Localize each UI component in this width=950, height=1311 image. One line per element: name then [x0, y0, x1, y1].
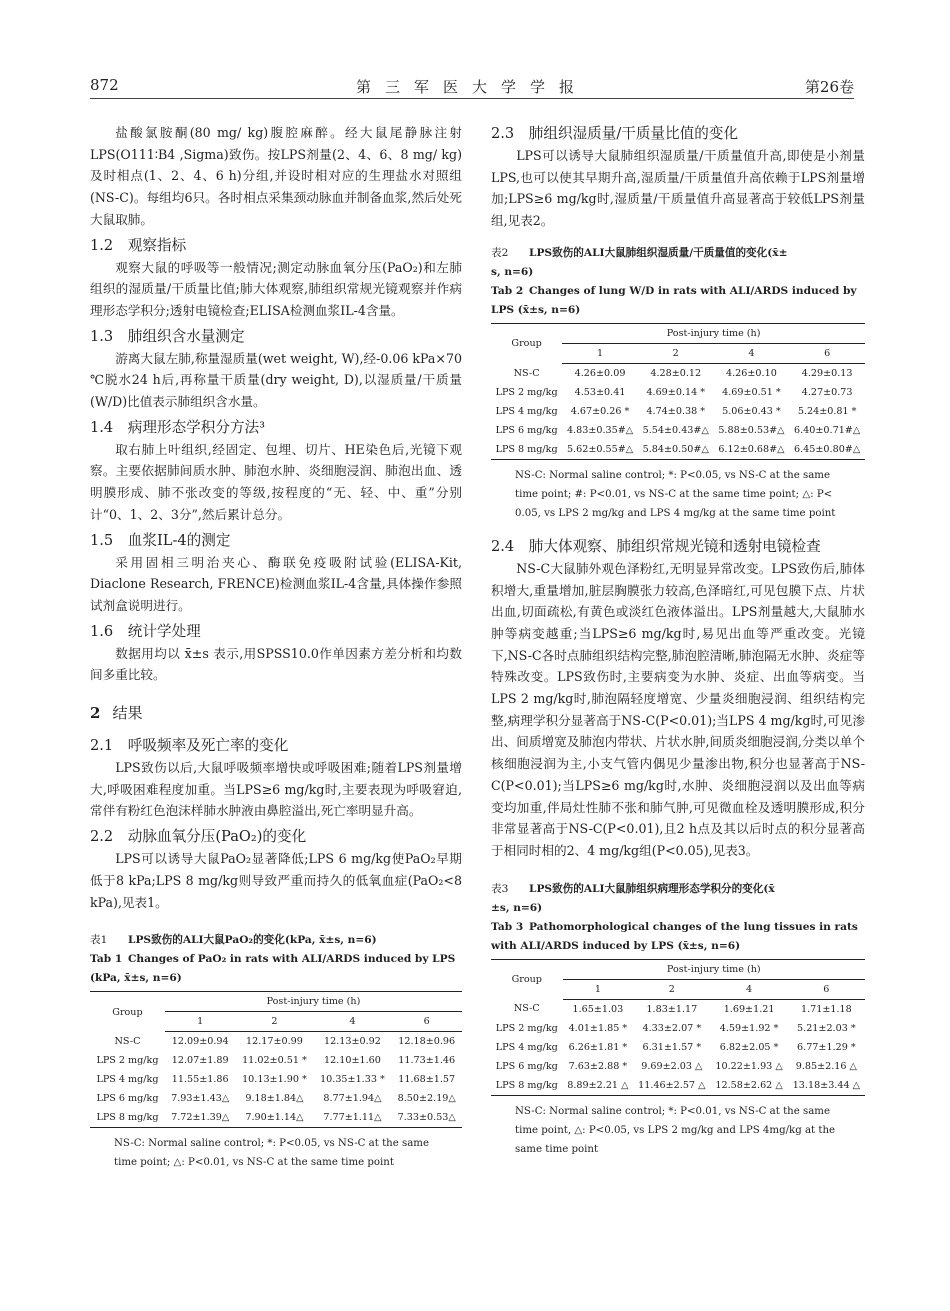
table-row	[491, 421, 865, 440]
value-cell: 4.74±0.38 *	[646, 405, 706, 417]
value-cell: 6.40±0.71#△	[794, 424, 861, 436]
gross-observation-paragraph: NS-C大鼠肺外观色泽粉红,无明显异常改变。LPS致伤后,肺体积增大,重量增加,脏层胸膜张力较高,色泽暗红,可见包膜下点、片状出血,切面疏松,有黄色或淡红色液体溢出。LPS剂量越大,大鼠肺水肿等病变越重;当LPS≥6 mg/kg时,易见出血等严重改变。光镜下,NS-C各时点肺组织结构完整,肺泡腔清晰,肺泡隔无水肿、炎症等特殊改变。LPS致伤时,主要病变为水肿、炎症、出血等病变。当LPS 2 mg/kg时,肺泡隔轻度增宽、少量炎细胞浸润、组织结构完整,病理学积分显著高于NS-C(P<0.01);当LPS 4 mg/kg时,可见渗出、间质增宽及肺泡内带状、片状水肿,间质炎细胞浸润,分类以单个核细胞浸润为主,小支气管内偶见少量渗出物,积分也显著高于NS-C(P<0.01);当LPS≥6 mg/kg时,水肿、炎细胞浸润以及出血等病变均加重,伴局灶性肺不张和肺气肿,可见微血栓及透明膜形成,积分非常显著高于NS-C(P<0.01),且2 h点及其以后时点的积分显著高于相同时相的2、4 mg/kg组(P<0.05),见表3。	[491, 560, 865, 858]
group-header: Group	[90, 992, 165, 1032]
value-cell: 11.02±0.51 *	[242, 1055, 307, 1067]
value-cell: 7.93±1.43△	[171, 1093, 230, 1105]
table-2-caption-cn-2: s, n=6)	[491, 265, 534, 278]
table-2-note: NS-C: Normal saline control; *: P<0.05, vs NS-C at the same time point; #: P<0.01, vs NS-C at the same time point; △: P< 0.05, vs LPS 2 mg/kg and LPS 4 mg/kg at the same time point	[515, 469, 836, 519]
value-cell: 6.45±0.80#△	[789, 440, 865, 460]
table-row	[90, 1032, 462, 1052]
value-cell: 4.33±2.07 *	[642, 1022, 702, 1034]
value-cell: 4.53±0.41	[574, 386, 626, 398]
value-cell: 1.69±1.21	[723, 1003, 775, 1015]
value-cell: 10.13±1.90 *	[242, 1074, 307, 1086]
value-cell: 4.29±0.13	[801, 367, 853, 379]
table-3-caption-en: Tab 3 Pathomorphological changes of the lung tissues in rats	[491, 920, 858, 933]
table-3-note: NS-C: Normal saline control; *: P<0.01, vs NS-C at the same time point, △: P<0.05, vs LPS 2 mg/kg and LPS 4mg/kg at the same time point	[515, 1105, 836, 1155]
value-cell: 4.69±0.51 *	[722, 386, 781, 398]
value-cell: 6.82±2.05 *	[719, 1041, 779, 1053]
value-cell: 4.83±0.35#△	[566, 424, 634, 436]
pathology-paragraph: 取右肺上叶组织,经固定、包埋、切片、HE染色后,光镜下观察。主要依据肺间质水肿、肺泡水肿、炎细胞浸润、肺泡出血、透明膜形成、肺不张改变的等级,按程度的“无、轻、中、重”分别计“0、1、2、3分”,然后累计总分。	[90, 441, 462, 522]
value-cell: 12.07±1.89	[171, 1055, 229, 1067]
group-cell: LPS 4 mg/kg	[495, 1041, 558, 1053]
group-cell: LPS 4 mg/kg	[96, 1074, 159, 1086]
value-cell: 5.62±0.55#△	[562, 440, 638, 460]
section-heading-1-6: 1.6 统计学处理	[90, 622, 201, 640]
value-cell: 1.83±1.17	[646, 1003, 698, 1015]
value-cell: 5.21±2.03 *	[797, 1022, 856, 1034]
section-heading-1-5: 1.5 血浆IL-4的测定	[90, 531, 231, 549]
value-cell: 4.01±1.85 *	[568, 1022, 628, 1034]
table-3-caption-cn-2: ±s, n=6)	[491, 901, 543, 914]
group-cell: LPS 2 mg/kg	[96, 1055, 159, 1067]
page-header	[90, 76, 854, 99]
value-cell: 12.58±2.62 △	[710, 1076, 787, 1096]
table-2-caption-en-2: LPS (x̄±s, n=6)	[491, 303, 581, 316]
value-cell: 8.89±2.21 △	[563, 1076, 634, 1096]
table-2-grid: Group Post-injury time (h) 1 2 4 6 NS-C 4.26±0.09 4.28±0.12 4.26±0.10 4.29±0.13 LPS 2 mg/kg 4.53±0.41 4.69±0.14 * 4.69±0.51 * 4.27±0.73 LPS 4 mg/kg 4.67±0.26 * 4.74±0.38 * 5.06±0.43 * 5.24±0.81 * LPS 6 mg/kg 4.83±0.35#△ 5.54±0.43#△ 5.88±0.53#△ 6.40±0.71#△ LPS 8 mg/kg 5.62±0.55#△ 5.84±0.50#△ 6.12±0.68#△ 6.45±0.80#△	[491, 323, 865, 460]
value-cell: 9.85±2.16 △	[795, 1060, 857, 1072]
observation-paragraph: 观察大鼠的呼吸等一般情况;测定动脉血氧分压(PaO₂)和左肺组织的湿质量/干质量比值;肺大体观察,肺组织常规光镜观察并作病理形态学积分;透射电镜检查;ELISA检测血浆IL-4含量。	[90, 259, 462, 318]
value-cell: 12.18±0.96	[398, 1036, 456, 1048]
table-row	[491, 440, 865, 460]
group-cell: LPS 8 mg/kg	[491, 1076, 563, 1096]
group-cell: NS-C	[513, 367, 540, 379]
value-cell: 12.17±0.99	[246, 1036, 303, 1048]
table-3	[491, 880, 865, 1159]
value-cell: 5.88±0.53#△	[718, 424, 785, 436]
table-1-grid: Group Post-injury time (h) 1 2 4 6 NS-C 12.09±0.94 12.17±0.99 12.13±0.92 12.18±0.96 LPS 2 mg/kg 12.07±1.89 11.02±0.51 * 12.10±1.60 11.73±1.46 LPS 4 mg/kg 11.55±1.86 10.13±1.90 * 10.35±1.33 * 11.68±1.57 LPS 6 mg/kg 7.93±1.43△ 9.18±1.84△ 8.77±1.94△ 8.50±2.19△ LPS 8 mg/kg 7.72±1.39△ 7.90±1.14△ 7.77±1.11△ 7.33±0.53△	[90, 991, 462, 1128]
section-title: 结果	[112, 704, 143, 723]
table-2	[491, 244, 865, 523]
water-content-paragraph: 游离大鼠左肺,称量湿质量(wet weight, W),经-0.06 kPa×70 ℃脱水24 h后,再称量干质量(dry weight, D),以湿质量/干质量(W/D)比值表示肺组织含水量。	[90, 350, 462, 410]
value-cell: 1.65±1.03	[572, 1003, 624, 1015]
table-1-note: NS-C: Normal saline control; *: P<0.05, vs NS-C at the same time point; △: P<0.01, vs NS-C at the same time point	[114, 1138, 429, 1169]
value-cell: 9.69±2.03 △	[641, 1060, 703, 1072]
value-cell: 7.77±1.11△	[313, 1108, 391, 1128]
table-row	[491, 1038, 865, 1057]
table-row	[90, 1089, 462, 1108]
value-cell: 5.24±0.81 *	[797, 405, 857, 417]
table-2-caption-en: Tab 2 Changes of lung W/D in rats with ALI/ARDS induced by	[491, 284, 857, 297]
value-cell: 6.26±1.81 *	[568, 1041, 628, 1053]
section-heading-1-3: 1.3 肺组织含水量测定	[90, 327, 245, 345]
value-cell: 9.18±1.84△	[245, 1093, 304, 1105]
value-cell: 10.35±1.33 *	[320, 1074, 385, 1086]
group-cell: LPS 6 mg/kg	[495, 1060, 558, 1072]
value-cell: 7.72±1.39△	[165, 1108, 236, 1128]
table-3-grid: Group Post-injury time (h) 1 2 4 6 NS-C 1.65±1.03 1.83±1.17 1.69±1.21 1.71±1.18 LPS 2 mg/kg 4.01±1.85 * 4.33±2.07 * 4.59±1.92 * 5.21±2.03 * LPS 4 mg/kg 6.26±1.81 * 6.31±1.57 * 6.82±2.05 * 6.77±1.29 * LPS 6 mg/kg 7.63±2.88 * 9.69±2.03 △ 10.22±1.93 △ 9.85±2.16 △ LPS 8 mg/kg 8.89±2.21 △ 11.46±2.57 △ 12.58±2.62 △ 13.18±3.44 △	[491, 959, 865, 1096]
value-cell: 6.77±1.29 *	[797, 1041, 856, 1053]
right-column	[491, 122, 865, 1159]
value-cell: 8.50±2.19△	[397, 1093, 456, 1105]
respiration-paragraph: LPS致伤以后,大鼠呼吸频率增快或呼吸困难;随着LPS剂量增大,呼吸困难程度加重。当LPS≥6 mg/kg时,主要表现为呼吸窘迫,常伴有粉红色泡沫样肺水肿液由鼻腔溢出,死亡率明显升高。	[90, 760, 462, 819]
table-row	[90, 1070, 462, 1089]
value-cell: 7.63±2.88 *	[568, 1060, 628, 1072]
value-cell: 4.26±0.09	[574, 367, 626, 379]
value-cell: 4.67±0.26 *	[570, 405, 630, 417]
table-1-caption-cn: 表1 LPS致伤的ALI大鼠PaO₂的变化(kPa, x̄±s, n=6)	[90, 934, 377, 947]
journal-title: 第三军医大学学报	[355, 78, 588, 96]
value-cell: 1.71±1.18	[800, 1003, 852, 1015]
value-cell: 4.69±0.14 *	[646, 386, 706, 398]
table-row	[491, 1057, 865, 1076]
value-cell: 4.59±1.92 *	[719, 1022, 779, 1034]
section-heading-2-1: 2.1 呼吸频率及死亡率的变化	[90, 737, 289, 755]
section-heading-1-2: 1.2 观察指标	[90, 236, 187, 254]
group-cell: LPS 6 mg/kg	[495, 424, 558, 436]
group-cell: LPS 2 mg/kg	[495, 1022, 558, 1034]
section-number: 2	[90, 704, 101, 723]
page-number: 872	[90, 76, 119, 94]
group-cell: LPS 2 mg/kg	[495, 386, 558, 398]
table-row	[491, 363, 865, 383]
value-cell: 5.84±0.50#△	[638, 440, 714, 460]
post-injury-header: Post-injury time (h)	[165, 992, 462, 1012]
volume-label: 第26卷	[804, 78, 854, 96]
value-cell: 4.28±0.12	[650, 367, 702, 379]
value-cell: 11.46±2.57 △	[633, 1076, 710, 1096]
value-cell: 7.33±0.53△	[391, 1108, 462, 1128]
post-injury-header: Post-injury time (h)	[562, 323, 865, 343]
table-2-caption-cn: 表2 LPS致伤的ALI大鼠肺组织湿质量/干质量值的变化(x̄±	[491, 246, 788, 259]
section-heading-1-4: 1.4 病理形态学积分方法³	[90, 418, 265, 436]
value-cell: 5.06±0.43 *	[722, 405, 781, 417]
value-cell: 12.13±0.92	[323, 1036, 381, 1048]
table-1-caption-en: Tab 1 Changes of PaO₂ in rats with ALI/ARDS induced by LPS	[90, 953, 456, 966]
table-1-caption-en-2: (kPa, x̄±s, n=6)	[90, 972, 182, 985]
post-injury-header: Post-injury time (h)	[563, 959, 865, 979]
group-cell: NS-C	[513, 1003, 540, 1015]
table-row	[491, 383, 865, 402]
group-header: Group	[491, 323, 562, 363]
value-cell: 11.55±1.86	[171, 1074, 229, 1086]
table-3-caption-en-2: with ALI/ARDS induced by LPS (x̄±s, n=6)	[491, 939, 741, 952]
value-cell: 11.68±1.57	[398, 1074, 456, 1086]
value-cell: 4.27±0.73	[801, 386, 853, 398]
value-cell: 12.09±0.94	[171, 1036, 229, 1048]
table-row	[491, 999, 865, 1019]
value-cell: 11.73±1.46	[398, 1055, 456, 1067]
table-row	[90, 1051, 462, 1070]
group-cell: NS-C	[114, 1036, 141, 1048]
statistics-paragraph: 数据用均以 x̄±s 表示,用SPSS10.0作单因素方差分析和均数间多重比较。	[90, 645, 462, 683]
table-row	[491, 1019, 865, 1038]
value-cell: 5.54±0.43#△	[642, 424, 709, 436]
group-cell: LPS 4 mg/kg	[495, 405, 558, 417]
pao2-paragraph: LPS可以诱导大鼠PaO₂显著降低;LPS 6 mg/kg使PaO₂早期低于8 kPa;LPS 8 mg/kg则导致严重而持久的低氧血症(PaO₂<8 kPa),见表1。	[90, 851, 462, 910]
section-heading-2	[90, 702, 462, 724]
value-cell: 6.31±1.57 *	[642, 1041, 702, 1053]
section-heading-2-3: 2.3 肺组织湿质量/干质量比值的变化	[491, 125, 739, 142]
left-column	[90, 122, 462, 1172]
value-cell: 12.10±1.60	[323, 1055, 381, 1067]
il4-paragraph: 采用固相三明治夹心、酶联免疫吸附试验(ELISA-Kit, Diaclone Research, FRENCE)检测血浆IL-4含量,具体操作参照试剂盒说明进行。	[90, 554, 462, 613]
value-cell: 6.12±0.68#△	[714, 440, 790, 460]
methods-paragraph: 盐酸氯胺酮(80 mg/ kg)腹腔麻醉。经大鼠尾静脉注射LPS(O111∶B4 ,Sigma)致伤。按LPS剂量(2、4、6、8 mg/ kg)及时相点(1、2、4、6 h)分组,并设时相对应的生理盐水对照组(NS-C)。每组均6只。各时相点采集颈动脉血并制备血浆,然后处死大鼠取肺。	[90, 125, 462, 227]
value-cell: 4.26±0.10	[726, 367, 777, 379]
section-heading-2-4: 2.4 肺大体观察、肺组织常规光镜和透射电镜检查	[491, 537, 821, 555]
value-cell: 8.77±1.94△	[323, 1093, 382, 1105]
table-1	[90, 931, 462, 1172]
table-row	[491, 402, 865, 421]
section-heading-2-2: 2.2 动脉血氧分压(PaO₂)的变化	[90, 828, 307, 846]
wd-paragraph: LPS可以诱导大鼠肺组织湿质量/干质量值升高,即使是小剂量LPS,也可以使其早期升高,湿质量/干质量值升高依赖于LPS剂量增加;LPS≥6 mg/kg时,湿质量/干质量值升高显著高于较低LPS剂量组,见表2。	[491, 148, 865, 229]
value-cell: 7.90±1.14△	[235, 1108, 313, 1128]
group-cell: LPS 8 mg/kg	[491, 440, 562, 460]
group-header: Group	[491, 959, 563, 999]
group-cell: LPS 8 mg/kg	[90, 1108, 165, 1128]
value-cell: 10.22±1.93 △	[715, 1060, 783, 1072]
table-row	[90, 1108, 462, 1128]
value-cell: 13.18±3.44 △	[788, 1076, 865, 1096]
table-row	[491, 1076, 865, 1096]
group-cell: LPS 6 mg/kg	[96, 1093, 159, 1105]
table-3-caption-cn: 表3 LPS致伤的ALI大鼠肺组织病理形态学积分的变化(x̄	[491, 882, 775, 895]
